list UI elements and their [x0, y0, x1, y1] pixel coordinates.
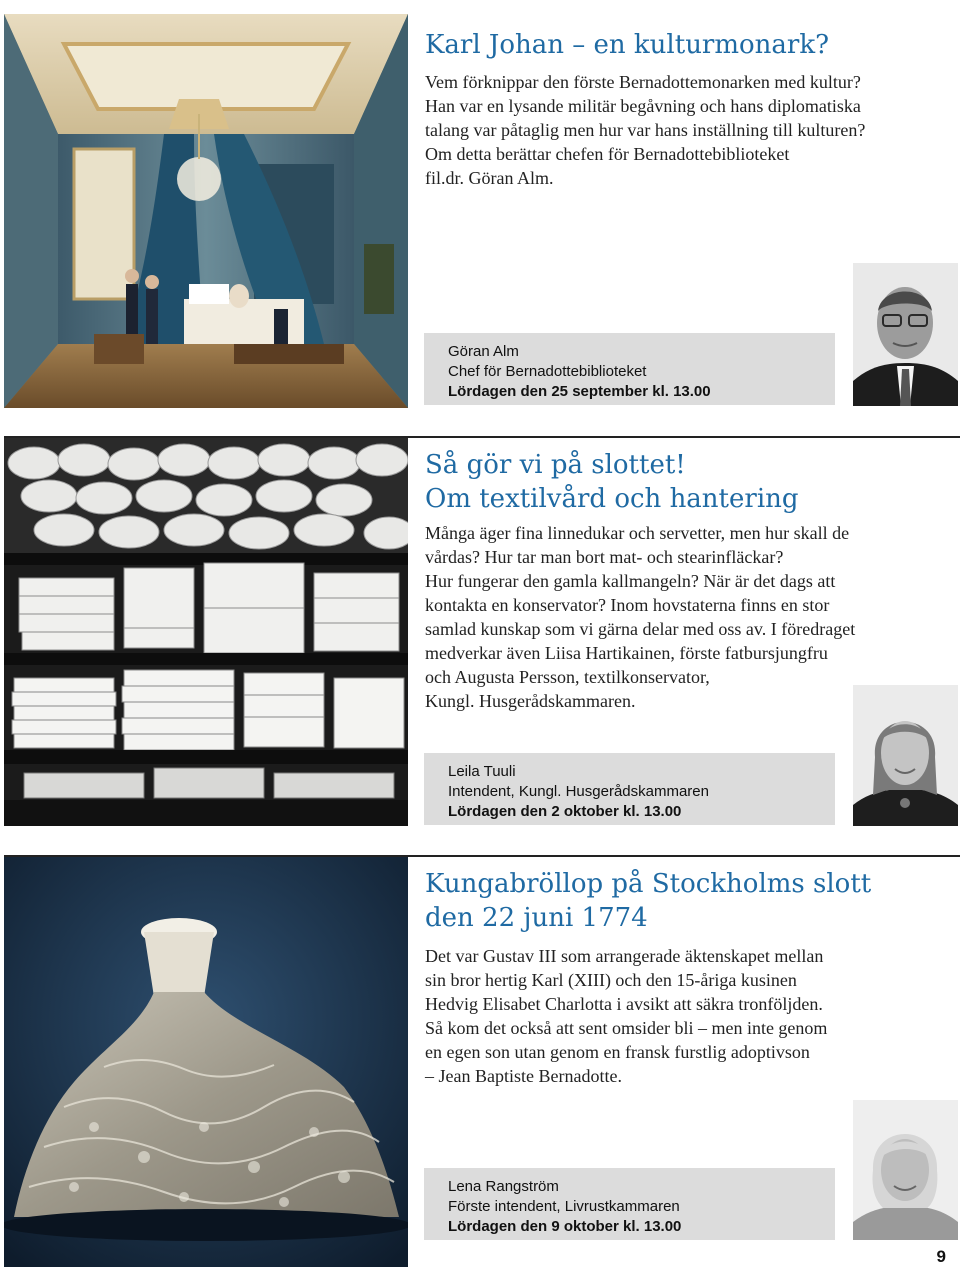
body-line: fil.dr. Göran Alm. [425, 168, 554, 188]
body-line: Hedvig Elisabet Charlotta i avsikt att säkra tronföljden. [425, 994, 823, 1014]
body-line: vårdas? Hur tar man bort mat- och stearinfläckar? [425, 547, 784, 567]
event-date: Lördagen den 25 september kl. 13.00 [448, 383, 711, 400]
body-line: – Jean Baptiste Bernadotte. [425, 1066, 622, 1086]
woman-blonde-portrait-photo [853, 1100, 958, 1240]
speaker-role: Förste intendent, Livrustkammaren [448, 1198, 680, 1215]
body-line: Han var en lysande militär begåvning och hans diplomatiska [425, 96, 861, 116]
section-3-body [425, 944, 827, 1088]
speaker-name: Lena Rangström [448, 1178, 559, 1195]
speaker-role: Intendent, Kungl. Husgerådskammaren [448, 783, 709, 800]
section-2-title [425, 448, 799, 516]
speaker-info-box-1 [424, 333, 835, 405]
linen-shelves-photo [4, 438, 408, 826]
section-3-title [425, 867, 871, 935]
speaker-info-box-2 [424, 753, 835, 825]
speaker-name: Göran Alm [448, 343, 519, 360]
body-line: Vem förknippar den förste Bernadottemonarken med kultur? [425, 72, 861, 92]
section-1-body [425, 70, 865, 190]
man-portrait-photo [853, 263, 958, 406]
body-line: Kungl. Husgerådskammaren. [425, 691, 636, 711]
section-2-title-line-2: Om textilvård och hantering [425, 484, 799, 514]
body-line: Det var Gustav III som arrangerade äktenskapet mellan [425, 946, 824, 966]
body-line: kontakta en konservator? Inom hovstaterna finns en stor [425, 595, 830, 615]
body-line: samlad kunskap som vi gärna delar med oss av. I föredraget [425, 619, 856, 639]
body-line: talang var påtaglig men hur var hans inställning till kulturen? [425, 120, 866, 140]
body-line: Hur fungerar den gamla kallmangeln? När är det dags att [425, 571, 836, 591]
event-date: Lördagen den 2 oktober kl. 13.00 [448, 803, 682, 820]
royal-bedchamber-painting [4, 14, 408, 408]
body-line: en egen son utan genom en fransk furstlig adoptivson [425, 1042, 810, 1062]
wedding-gown-photo [4, 857, 408, 1267]
body-line: Om detta berättar chefen för Bernadottebiblioteket [425, 144, 790, 164]
event-date: Lördagen den 9 oktober kl. 13.00 [448, 1218, 682, 1235]
body-line: medverkar även Liisa Hartikainen, förste fatbursjungfru [425, 643, 828, 663]
woman-portrait-photo [853, 685, 958, 826]
speaker-role: Chef för Bernadottebiblioteket [448, 363, 647, 380]
section-2-title-line-1: Så gör vi på slottet! [425, 450, 686, 480]
speaker-info-box-3 [424, 1168, 835, 1240]
section-3-title-line-1: Kungabröllop på Stockholms slott [425, 869, 872, 899]
page-number: 9 [936, 1247, 946, 1266]
body-line: och Augusta Persson, textilkonservator, [425, 667, 710, 687]
body-line: sin bror hertig Karl (XIII) och den 15-åriga kusinen [425, 970, 797, 990]
section-3-title-line-2: den 22 juni 1774 [425, 903, 648, 933]
section-2-body [425, 521, 855, 713]
section-1-title-line-1: Karl Johan – en kulturmonark? [425, 30, 830, 60]
body-line: Många äger fina linnedukar och servetter, men hur skall de [425, 523, 850, 543]
body-line: Så kom det också att sent omsider bli – men inte genom [425, 1018, 828, 1038]
section-1-title [425, 28, 829, 62]
speaker-name: Leila Tuuli [448, 763, 516, 780]
